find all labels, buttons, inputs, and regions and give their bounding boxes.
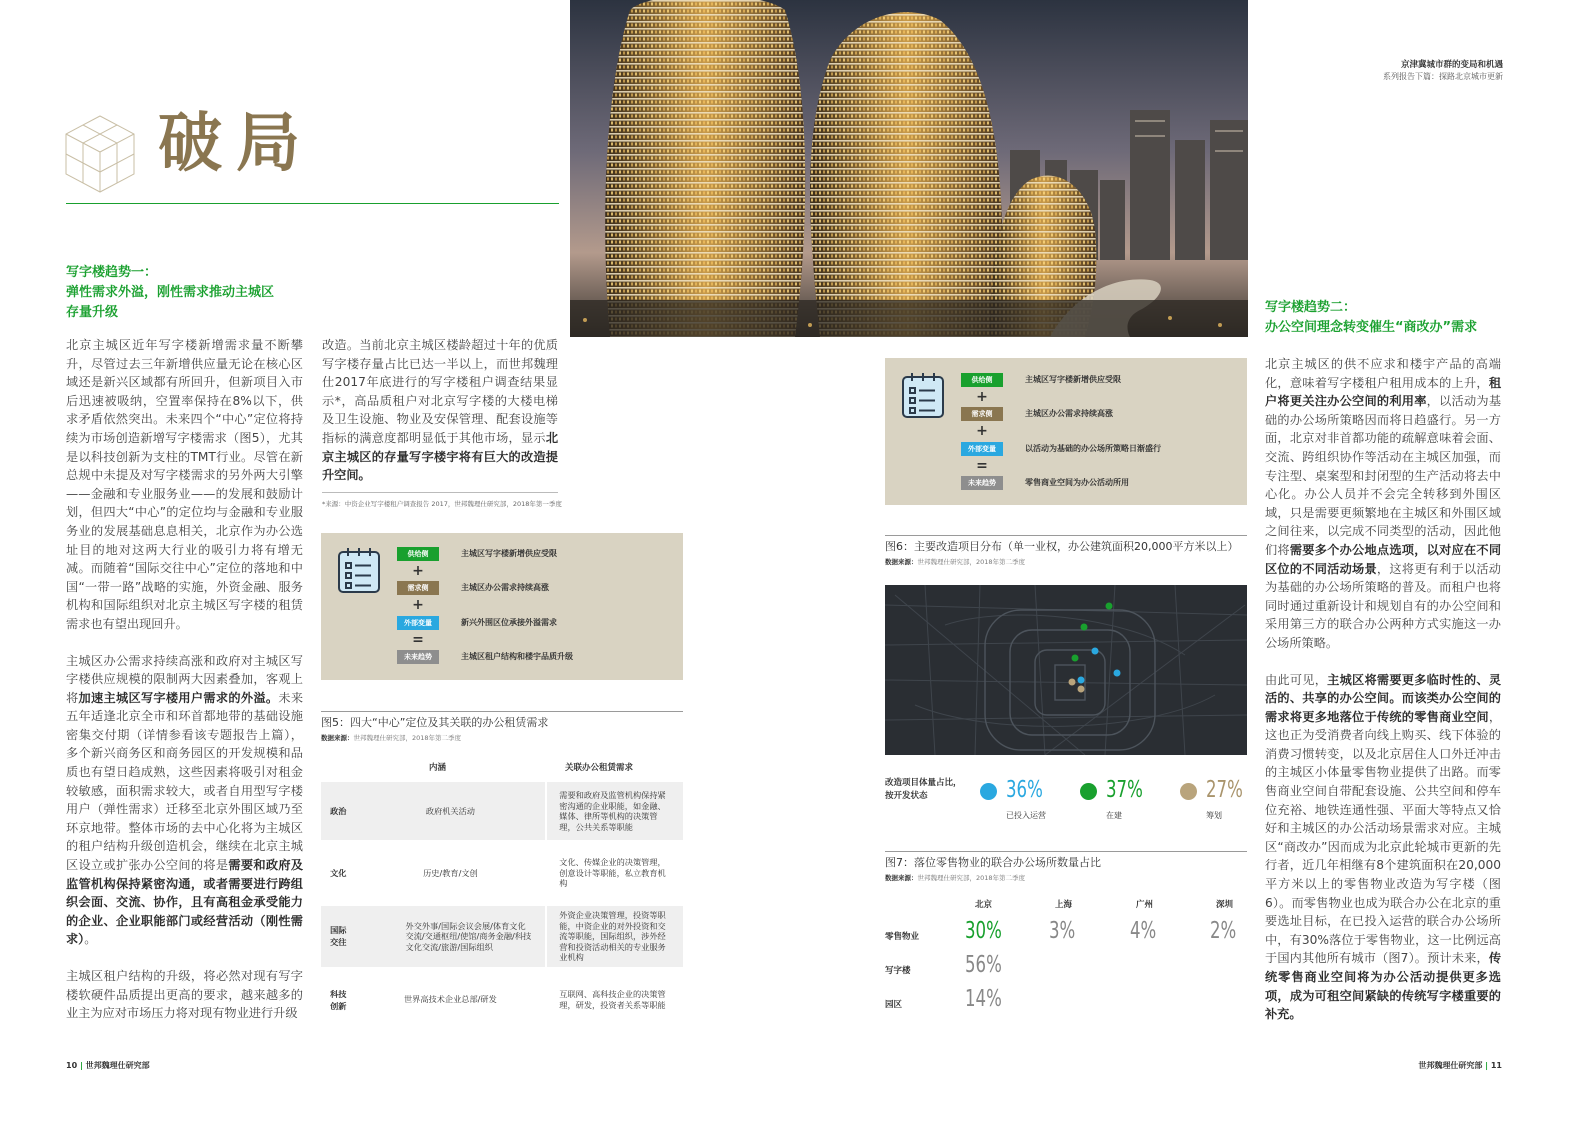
fig7-top-rule	[885, 851, 1247, 852]
fig7-city-guangzhou: 广州	[1136, 900, 1154, 910]
formula2-tag-demand: 需求侧	[961, 407, 1003, 421]
formula-box-2	[885, 358, 1247, 505]
trend1-label: 写字楼趋势一：	[66, 265, 158, 280]
fig7-retail-shenzhen: 2%	[1210, 918, 1237, 944]
fig6-source	[885, 557, 1265, 566]
formula1-equals: =	[412, 632, 424, 648]
fig6-label-planning: 筹划	[1206, 811, 1222, 820]
fig5-row2-name: 文化	[330, 867, 347, 878]
formula1-tag-external: 外部变量	[397, 616, 439, 630]
series-subtitle: 系列报告下篇：探路北京城市更新	[1383, 72, 1503, 81]
fig5-source	[321, 733, 683, 742]
col4-p1-bold2: 需要多个办公地点选项，以对应在不同区位的不同活动场景	[1265, 542, 1502, 576]
fig5-row4-c2: 互联网、高科技企业的决策管理，研发，投资者关系等职能	[559, 989, 666, 1010]
footer-left-org: 世邦魏理仕研究部	[85, 1061, 150, 1070]
formula2-desc-4: 零售商业空间为办公活动所用	[1025, 478, 1129, 487]
fig7-row-office-label: 写字楼	[885, 966, 911, 976]
formula2-desc-3: 以活动为基础的办公场所策略日渐盛行	[1025, 444, 1161, 453]
col2-paragraph1	[322, 336, 558, 485]
fig5-row2-c1: 历史/教育/文创	[356, 844, 548, 902]
series-title: 京津冀城市群的变局和机遇	[1400, 60, 1503, 70]
formula2-plus-2: +	[976, 423, 988, 439]
col1-paragraph2	[66, 652, 303, 950]
fig7-park-beijing: 14%	[965, 986, 1002, 1012]
fig7-row-park-label: 园区	[885, 1000, 903, 1010]
construction-dot-icon	[1080, 783, 1097, 800]
fig6-label-construction: 在建	[1106, 811, 1122, 820]
fig5-source-text: 世邦魏理仕研究部，2018年第二季度	[353, 734, 462, 742]
hero-photo-buildings	[570, 0, 1248, 337]
formula1-tag-future: 未来趋势	[397, 650, 439, 664]
table-row	[321, 906, 683, 967]
fig5-row1-c1: 政府机关活动	[356, 782, 548, 840]
col4-p2-text-b: ，这也正为受消费者向线上购买、线下体验的消费习惯转变，以及北京居住人口外迁冲击的主城区小体量零售物业提供了出路。而零售商业空间自带配套设施、公共空间和停车位充裕、地铁连通性强、平面大等特点又恰好和主城区的办公活动场景需求对应。主城区“商改办”因而成为北京此轮城市更新的先行者，近几年相继有8个建筑面积在20,000平方米以上的零售物业改造为写字楼（图6）。而零售物业也成为联合办公在北京的重要选址目标，在已投入运营的联合办公场所中，有30%落位于零售物业，这一比例远高于国内其他所有城市（图7）。预计未来，	[1265, 709, 1501, 966]
trend1-title-line2: 存量升级	[66, 305, 119, 320]
col1-p2-text-c: 。	[84, 932, 97, 947]
formula1-plus-1: +	[412, 563, 424, 579]
formula2-desc-2: 主城区办公需求持续高涨	[1025, 409, 1113, 418]
fig7-source	[885, 873, 1247, 882]
table-row	[321, 782, 683, 840]
column2	[322, 336, 558, 485]
fig5-caption: 图5：四大“中心”定位及其关联的办公租赁需求	[321, 716, 549, 729]
footer-right-page: 11	[1490, 1061, 1502, 1070]
trend2-label: 写字楼趋势二：	[1265, 300, 1357, 315]
fig5-row3-c1: 外交外事/国际会议会展/体育文化交流/交通枢纽/使馆/商务金融/科技文化交流/旅游/国际组织	[356, 906, 548, 967]
formula2-desc-1: 主城区写字楼新增供应受限	[1025, 375, 1121, 384]
survey-footnote: *来源：中资企业写字楼租户调查报告 2017，世邦魏理仕研究部，2018年第一季度	[322, 500, 562, 508]
col4-p1-text-c: ，这将更有利于以活动为基础的办公场所策略的普及。而租户也将同时通过重新设计和规划自有的办公空间和采用第三方的联合办公两种方式实施这一办公场所策略。	[1265, 561, 1501, 650]
operating-dot-icon	[980, 783, 997, 800]
col4-p2-bold2: 传统零售商业空间将为办公活动提供更多选项，成为可租空间紧缺的传统写字楼重要的补充。	[1265, 951, 1501, 1022]
fig7-city-beijing: 北京	[975, 900, 993, 910]
fig6-caption-block	[885, 538, 1265, 566]
formula1-desc-4: 主城区租户结构和楼宇品质升级	[461, 652, 573, 661]
trend1-title-line1: 弹性需求外溢，刚性需求推动主城区	[66, 285, 275, 300]
formula2-plus-1: +	[976, 389, 988, 405]
fig7-city-shenzhen: 深圳	[1216, 900, 1234, 910]
fig7-caption-block	[885, 854, 1247, 882]
fig7-retail-beijing: 30%	[965, 918, 1002, 944]
fig5-row4-name	[321, 971, 356, 1029]
fig6-legend-title	[885, 777, 962, 803]
table-row	[321, 971, 683, 1029]
col4-paragraph1	[1265, 355, 1501, 653]
fig7-office-beijing: 56%	[965, 952, 1002, 978]
col4-p1-text-b: ，以活动为基础的办公场所策略因而将日趋盛行。另一方面，北京对非首都功能的疏解意味着会面、交流、跨组织协作等活动在主城区加强，而专注型、桌案型和封闭型的生产活动将去中心化。办公人员并不会完全转移到外围区域，只是需要更频繁地在主城区和外围区域之间往来，以完成不同类型的活动，因此他们将	[1265, 394, 1502, 557]
footer-left	[66, 1060, 150, 1071]
col1-p2-text-a: 主城区办公需求持续高涨和政府对主城区写字楼供应规模的限制两大因素叠加，客观上将	[66, 653, 303, 705]
fig7-retail-shanghai: 3%	[1049, 918, 1076, 944]
fig7-source-text: 世邦魏理仕研究部，2018年第二季度	[917, 874, 1026, 882]
fig7-city-shanghai: 上海	[1055, 900, 1073, 910]
footer-right-sep: |	[1485, 1061, 1489, 1070]
col4-p1-bold1: 租户将更关注办公空间的利用率	[1265, 375, 1501, 409]
fig6-legend-title-1: 改造项目体量占比，	[885, 778, 962, 788]
table-row	[321, 844, 683, 902]
note-rule	[322, 492, 558, 493]
fig5-caption-block	[321, 714, 683, 742]
trend1-heading	[66, 263, 326, 323]
col1-p2-bold1: 加速主城区写字楼用户需求的外溢。	[78, 690, 279, 705]
col4-paragraph2	[1265, 671, 1501, 1024]
col2-p1-bold: 北京主城区的存量写字楼宇将有巨大的改造提升空间。	[322, 430, 558, 483]
formula-box-1	[321, 533, 683, 680]
planning-dot-icon	[1180, 783, 1197, 800]
series-header	[1260, 58, 1503, 82]
fig5-header-demand: 关联办公租赁需求	[565, 763, 634, 773]
trend2-heading	[1265, 298, 1515, 338]
formula1-tag-supply: 供给侧	[397, 547, 439, 561]
section-title: 破局	[158, 106, 314, 181]
fig5-row4-name-text: 科技创新	[330, 988, 347, 1011]
cube-logo-icon	[64, 114, 136, 194]
title-rule	[66, 203, 559, 204]
trend2-title: 办公空间理念转变催生“商改办”需求	[1265, 320, 1478, 335]
fig6-source-label: 数据来源：	[885, 558, 918, 566]
fig6-pct-construction: 37%	[1106, 777, 1143, 803]
fig7-table	[885, 898, 1247, 1018]
column4	[1265, 355, 1501, 1024]
formula1-desc-3: 新兴外围区位承接外溢需求	[461, 618, 557, 627]
formula2-equals: =	[976, 458, 988, 474]
fig7-source-label: 数据来源：	[885, 874, 918, 882]
col1-paragraph1: 北京主城区近年写字楼新增需求量不断攀升，尽管过去三年新增供应量无论在核心区域还是新兴区域都有所回升，但新项目入市后迅速被吸纳，空置率保持在8%以下，供求矛盾依然突出。未来四个“中心”定位将持续为市场创造新增写字楼需求（图5），尤其是以科技创新为支柱的TMT行业。尽管在新总规中未提及对写字楼需求的另外两大引擎——金融和专业服务业——的发展和鼓励计划，但四大“中心”的定位均与金融和专业服务业的发展基础息息相关，北京作为办公选址目的地对这两大行业的吸引力将有增无减。而随着“国际交往中心”定位的落地和中国“一带一路”战略的实施，外资金融、服务机构和国际组织对北京主城区写字楼的租赁需求也有望出现回升。	[66, 338, 303, 631]
fig5-header-connotation: 内涵	[429, 763, 447, 773]
footer-left-sep: |	[79, 1061, 83, 1070]
checklist-icon	[901, 371, 945, 423]
fig6-pct-planning: 27%	[1206, 777, 1243, 803]
col4-p1-text-a: 北京主城区的供不应求和楼宇产品的高端化，意味着写字楼租户租用成本的上升，	[1265, 357, 1501, 390]
fig7-row-retail-label: 零售物业	[885, 932, 920, 942]
fig6-top-rule	[885, 535, 1247, 536]
formula1-plus-2: +	[412, 597, 424, 613]
fig6-pct-operating: 36%	[1006, 777, 1043, 803]
footer-left-page: 10	[66, 1061, 78, 1070]
fig5-row3-name	[321, 906, 356, 967]
fig5-row1-name: 政治	[321, 782, 356, 840]
fig5-row1-c2: 需要和政府及监管机构保持紧密沟通的企业职能，如金融、媒体、律所等机构的决策管理，公共关系等职能	[547, 782, 683, 840]
fig5-row4-c1: 世界高技术企业总部/研发	[356, 971, 548, 1029]
formula1-desc-2: 主城区办公需求持续高涨	[461, 583, 549, 592]
fig5-source-label: 数据来源：	[321, 734, 354, 742]
fig6-label-operating: 已投入运营	[1006, 811, 1046, 820]
footer-right-org: 世邦魏理仕研究部	[1418, 1061, 1483, 1070]
checklist-icon	[337, 546, 381, 598]
col1-p2-bold2: 需要和政府及监管机构保持紧密沟通，或者需要进行跨组织会面、交流、协作，且有高租金承受能力的企业、企业职能部门或经营活动（刚性需求）	[66, 858, 304, 947]
col4-p2-bold1: 主城区将需要更多临时性的、灵活的、共享的办公空间。而该类办公空间的需求将更多地落位于传统的零售商业空间	[1265, 672, 1502, 724]
fig5-row2-c2: 文化、传媒企业的决策管理，创意设计等职能，私立教育机构	[559, 857, 666, 889]
formula2-tag-future: 未来趋势	[961, 476, 1003, 490]
column1	[66, 336, 303, 1023]
fig5-table-body	[321, 778, 683, 1033]
col2-p1-text: 改造。当前北京主城区楼龄超过十年的优质写字楼存量占比已达一半以上，而世邦魏理仕2017年底进行的写字楼租户调查结果显示*，高品质租户对北京写字楼的大楼电梯及卫生设施、物业及安保管理、配套设施等指标的满意度都明显低于其他市场，显示	[322, 338, 558, 445]
fig6-legend-title-2: 按开发状态	[885, 791, 928, 801]
fig5-row3-name-text: 国际交往	[330, 925, 347, 948]
footer-right	[1418, 1060, 1502, 1071]
fig5-top-rule	[321, 711, 683, 712]
formula2-tag-supply: 供给侧	[961, 373, 1003, 387]
col1-paragraph3: 主城区租户结构的升级，将必然对现有写字楼软硬件品质提出更高的要求，越来越多的业主为应对市场压力将对现有物业进行升级	[66, 969, 303, 1021]
fig6-map	[885, 585, 1247, 755]
fig7-retail-guangzhou: 4%	[1130, 918, 1157, 944]
formula2-tag-external: 外部变量	[961, 442, 1003, 456]
col4-p2-text-a: 由此可见，	[1265, 672, 1328, 687]
formula1-desc-1: 主城区写字楼新增供应受限	[461, 549, 557, 558]
fig6-source-text: 世邦魏理仕研究部，2018年第二季度	[917, 558, 1026, 566]
fig5-table	[321, 756, 683, 1033]
fig5-row3-c2: 外资企业决策管理，投资等职能，中资企业的对外投资和交流等职能，国际组织，涉外经营和投资活动相关的专业服务业机构	[547, 906, 683, 967]
fig7-caption: 图7：落位零售物业的联合办公场所数量占比	[885, 856, 1101, 869]
col1-p2-text-b: 未来五年适逢北京全市和环首都地带的基础设施密集交付期（详情参看该专题报告上篇），多个新兴商务区和商务园区的开发规模和品质也有望日趋成熟，这些因素将吸引对租金较敏感，面积需求较大，或者自用型写字楼用户（弹性需求）迁移至北京外围区域乃至环京地带。整体市场的去中心化将为主城区的租户结构升级创造机会，继续在北京主城区设立或扩张办公空间的将是	[66, 690, 304, 873]
formula1-tag-demand: 需求侧	[397, 581, 439, 595]
fig6-caption: 图6：主要改造项目分布（单一业权，办公建筑面积20,000平方米以上）	[885, 540, 1239, 553]
